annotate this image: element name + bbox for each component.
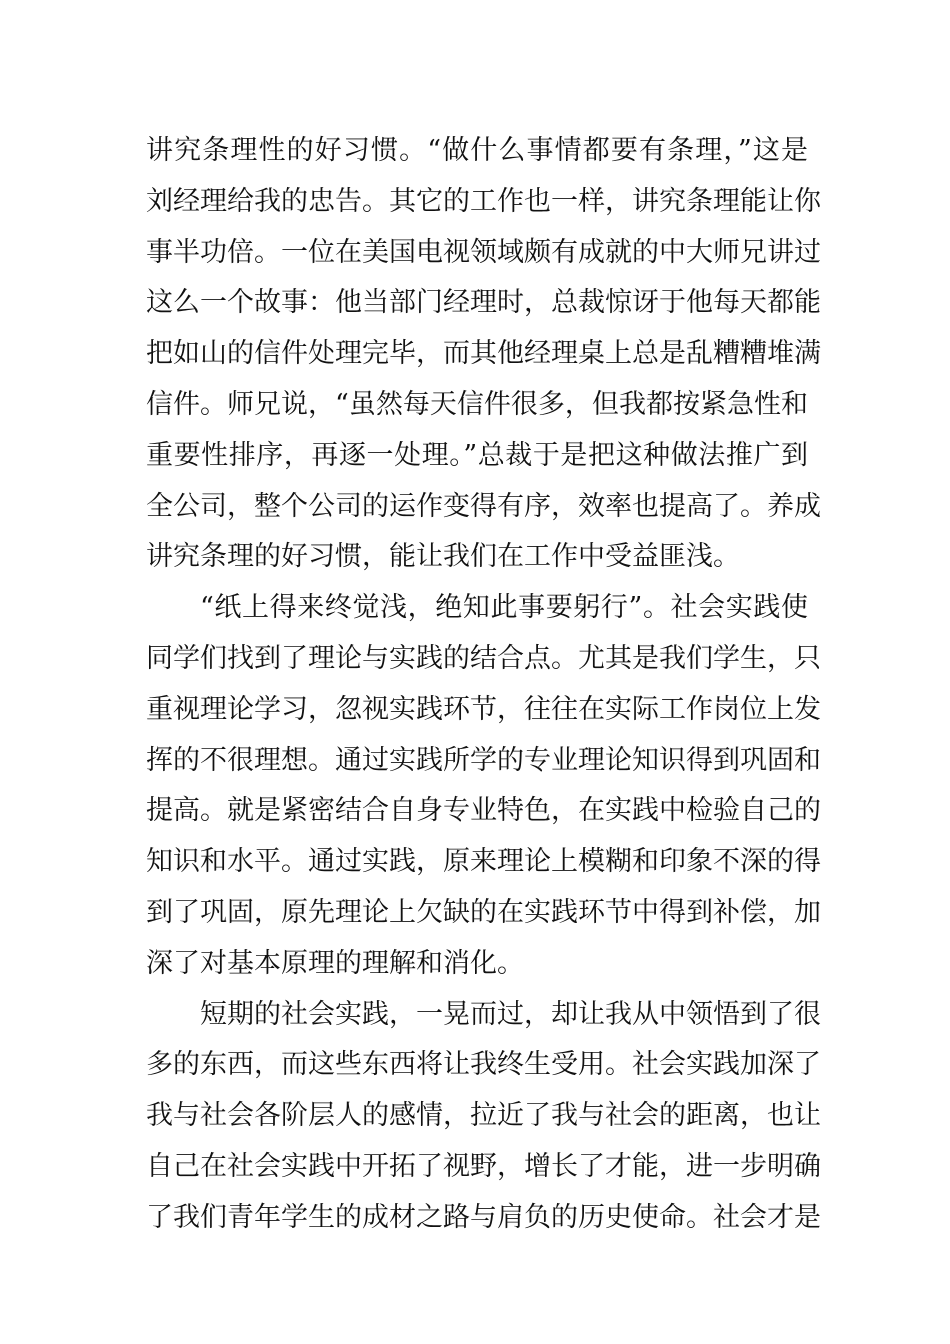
text-line: 重视理论学习，忽视实践环节，往往在实际工作岗位上发 xyxy=(146,693,821,725)
text-line: 全公司，整个公司的运作变得有序，效率也提高了。养成 xyxy=(146,490,821,522)
text-line: 短期的社会实践，一晃而过，却让我从中领悟到了很 xyxy=(200,998,821,1030)
text-line: 把如山的信件处理完毕，而其他经理桌上总是乱糟糟堆满 xyxy=(146,338,821,370)
text-line: 讲究条理的好习惯，能让我们在工作中受益匪浅。 xyxy=(146,541,740,573)
text-line: 到了巩固，原先理论上欠缺的在实践环节中得到补偿，加 xyxy=(146,896,821,928)
text-line: 事半功倍。一位在美国电视领域颇有成就的中大师兄讲过 xyxy=(146,236,821,268)
text-line: 这么一个故事：他当部门经理时，总裁惊讶于他每天都能 xyxy=(146,287,821,319)
text-line: 同学们找到了理论与实践的结合点。尤其是我们学生，只 xyxy=(146,642,821,674)
text-line: 讲究条理性的好习惯。“做什么事情都要有条理，”这是 xyxy=(146,135,808,166)
text-line: 挥的不很理想。通过实践所学的专业理论知识得到巩固和 xyxy=(146,744,821,776)
text-line: 多的东西，而这些东西将让我终生受用。社会实践加深了 xyxy=(146,1049,821,1081)
text-line: 我与社会各阶层人的感情，拉近了我与社会的距离，也让 xyxy=(146,1100,821,1132)
text-line: 自己在社会实践中开拓了视野，增长了才能，进一步明确 xyxy=(146,1150,821,1182)
text-line: 了我们青年学生的成材之路与肩负的历史使命。社会才是 xyxy=(146,1201,821,1233)
document-body xyxy=(146,126,821,1244)
text-line: 重要性排序，再逐一处理。”总裁于是把这种做法推广到 xyxy=(146,439,808,471)
text-line: 提高。就是紧密结合自身专业特色，在实践中检验自己的 xyxy=(146,795,821,827)
text-line: 深了对基本原理的理解和消化。 xyxy=(146,947,524,979)
text-line: “纸上得来终觉浅，绝知此事要躬行”。社会实践使 xyxy=(200,592,808,624)
text-line: 信件。师兄说，“虽然每天信件很多，但我都按紧急性和 xyxy=(146,388,808,420)
text-line: 知识和水平。通过实践，原来理论上模糊和印象不深的得 xyxy=(146,846,821,878)
text-line: 刘经理给我的忠告。其它的工作也一样，讲究条理能让你 xyxy=(146,185,821,217)
